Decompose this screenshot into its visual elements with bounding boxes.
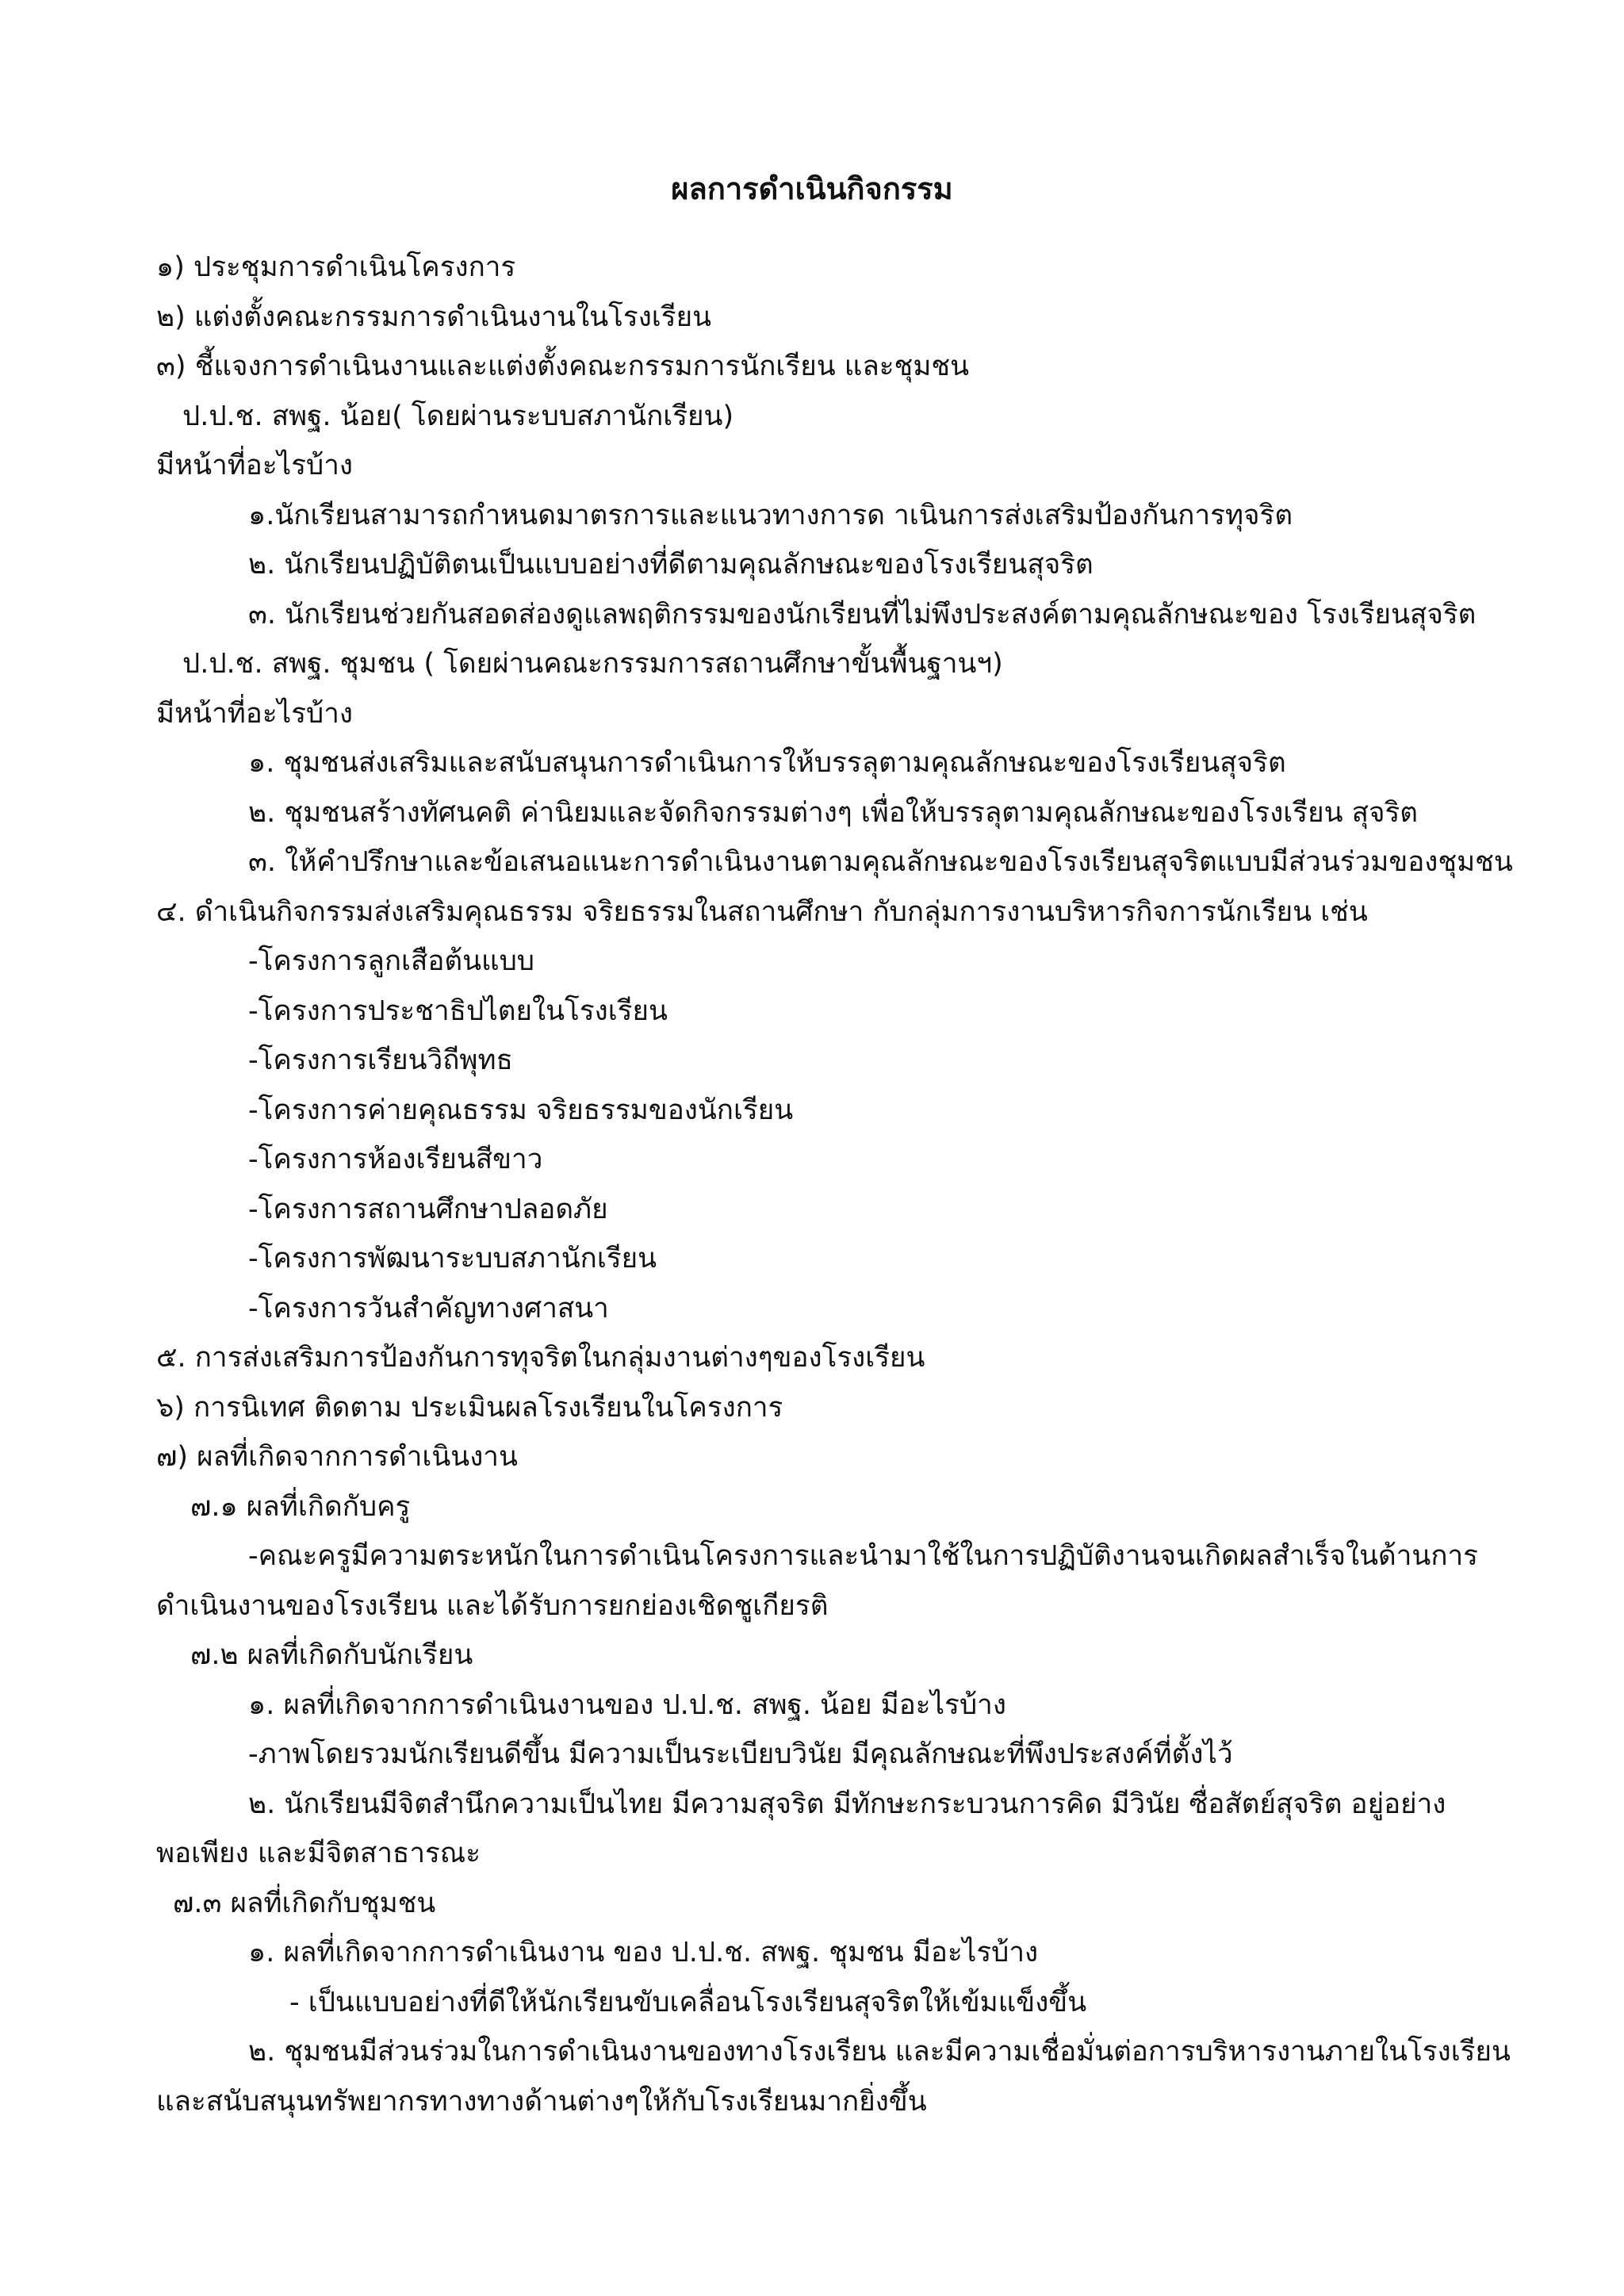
text-line: [0, 1086, 1624, 1136]
line-text: ๔. ดำเนินกิจกรรมส่งเสริมคุณธรรม จริยธรรมในสถานศึกษา กับกลุ่มการงานบริหารกิจการนักเรียน เช่น: [156, 895, 1368, 928]
line-text: ๗.๒ ผลที่เกิดกับนักเรียน: [190, 1639, 473, 1671]
line-text: -โครงการค่ายคุณธรรม จริยธรรมของนักเรียน: [248, 1094, 794, 1126]
text-line: [0, 689, 1624, 739]
line-text: ๒. นักเรียนปฏิบัติตนเป็นแบบอย่างที่ดีตามคุณลักษณะของโรงเรียนสุจริต: [248, 549, 1094, 581]
line-text: ๑. ชุมชนส่งเสริมและสนับสนุนการดำเนินการให้บรรลุตามคุณลักษณะของโรงเรียนสุจริต: [248, 747, 1286, 779]
text-line: [0, 441, 1624, 491]
line-text: -ภาพโดยรวมนักเรียนดีขึ้น มีความเป็นระเบียบวินัย มีคุณลักษณะที่พึงประสงค์ที่ตั้งไว้: [248, 1738, 1233, 1770]
text-line: [0, 1829, 1624, 1879]
line-text: ๓. ให้คำปรึกษาและข้อเสนอแนะการดำเนินงานตามคุณลักษณะของโรงเรียนสุจริตแบบมีส่วนร่วมของชุมชน: [248, 846, 1513, 878]
line-text: ๒) แต่งตั้งคณะกรรมการดำเนินงานในโรงเรียน: [156, 301, 711, 333]
text-line: [0, 392, 1624, 442]
text-line: [0, 1978, 1624, 2028]
line-text: ๒. ชุมชนมีส่วนร่วมในการดำเนินงานของทางโรงเรียน และมีความเชื่อมั่นต่อการบริหารงานภายในโรงเรียน: [248, 2036, 1511, 2068]
line-text: -โครงการเรียนวิถีพุทธ: [248, 1045, 513, 1076]
text-line: [0, 1432, 1624, 1482]
line-text: ป.ป.ช. สพฐ. ชุมชน ( โดยผ่านคณะกรรมการสถานศึกษาขั้นพื้นฐานฯ): [182, 648, 1003, 680]
line-text: ดำเนินงานของโรงเรียน และได้รับการยกย่องเชิดชูเกียรติ: [156, 1589, 829, 1622]
text-line: [0, 1928, 1624, 1978]
document-body: [0, 243, 1624, 2126]
line-text: มีหน้าที่อะไรบ้าง: [156, 450, 353, 481]
text-line: [0, 243, 1624, 293]
text-line: [0, 1333, 1624, 1383]
line-text: ๒. ชุมชนสร้างทัศนคติ ค่านิยมและจัดกิจกรรมต่างๆ เพื่อให้บรรลุตามคุณลักษณะของโรงเรียน สุจริต: [248, 796, 1419, 829]
text-line: [0, 1135, 1624, 1185]
page-title: ผลการดำเนินกิจกรรม: [671, 171, 953, 206]
text-line: [0, 738, 1624, 788]
text-line: [0, 788, 1624, 838]
line-text: ๓. นักเรียนช่วยกันสอดส่องดูแลพฤติกรรมของนักเรียนที่ไม่พึงประสงค์ตามคุณลักษณะของ โรงเรียนสุจริต: [248, 598, 1477, 631]
text-line: [0, 937, 1624, 987]
line-text: -โครงการห้องเรียนสีขาว: [248, 1144, 543, 1175]
text-line: [0, 590, 1624, 640]
line-text: ๑. ผลที่เกิดจากการดำเนินงาน ของ ป.ป.ช. สพฐ. ชุมชน มีอะไรบ้าง: [248, 1937, 1039, 1968]
line-text: ๒. นักเรียนมีจิตสำนึกความเป็นไทย มีความสุจริต มีทักษะกระบวนการคิด มีวินัย ซื่อสัตย์สุจริต อยู่อย่าง: [248, 1788, 1446, 1820]
line-text: -โครงการวันสำคัญทางศาสนา: [248, 1292, 609, 1324]
line-text: ป.ป.ช. สพฐ. น้อย( โดยผ่านระบบสภานักเรียน): [182, 400, 734, 432]
text-line: [0, 1879, 1624, 1929]
line-text: ๑.นักเรียนสามารถกำหนดมาตรการและแนวทางการด าเนินการส่งเสริมป้องกันการทุจริต: [248, 499, 1293, 531]
text-line: [0, 1383, 1624, 1433]
line-text: มีหน้าที่อะไรบ้าง: [156, 697, 353, 730]
text-line: [0, 1482, 1624, 1532]
text-line: [0, 1036, 1624, 1086]
text-line: [0, 838, 1624, 887]
line-text: ๕. การส่งเสริมการป้องกันการทุจริตในกลุ่มงานต่างๆของโรงเรียน: [156, 1342, 925, 1374]
text-line: [0, 293, 1624, 343]
text-line: [0, 1730, 1624, 1780]
line-text: ๗.๑ ผลที่เกิดกับครู: [190, 1490, 411, 1523]
text-line: [0, 887, 1624, 937]
text-line: [0, 342, 1624, 392]
line-text: และสนับสนุนทรัพยากรทางทางด้านต่างๆให้กับโรงเรียนมากยิ่งขึ้น: [156, 2085, 927, 2118]
text-line: [0, 2077, 1624, 2127]
line-text: ๓) ชี้แจงการดำเนินงานและแต่งตั้งคณะกรรมการนักเรียน และชุมชน: [156, 351, 970, 382]
line-text: ๑) ประชุมการดำเนินโครงการ: [156, 251, 516, 283]
text-line: [0, 1284, 1624, 1334]
text-line: [0, 1234, 1624, 1284]
text-line: [0, 1185, 1624, 1235]
text-line: [0, 2027, 1624, 2077]
line-text: -โครงการสถานศึกษาปลอดภัย: [248, 1193, 608, 1225]
line-text: ๗.๓ ผลที่เกิดกับชุมชน: [173, 1887, 436, 1919]
line-text: ๑. ผลที่เกิดจากการดำเนินงานของ ป.ป.ช. สพฐ. น้อย มีอะไรบ้าง: [248, 1688, 1006, 1721]
line-text: ๖) การนิเทศ ติดตาม ประเมินผลโรงเรียนในโครงการ: [156, 1391, 783, 1424]
text-line: [0, 1531, 1624, 1581]
line-text: พอเพียง และมีจิตสาธารณะ: [156, 1838, 481, 1869]
line-text: -คณะครูมีความตระหนักในการดำเนินโครงการและนำมาใช้ในการปฏิบัติงานจนเกิดผลสำเร็จในด้านการ: [248, 1540, 1478, 1572]
text-line: [0, 1681, 1624, 1731]
line-text: -โครงการประชาธิปไตยในโรงเรียน: [248, 995, 668, 1027]
text-line: [0, 1631, 1624, 1681]
text-line: [0, 987, 1624, 1037]
line-text: -โครงการลูกเสือต้นแบบ: [248, 945, 535, 977]
line-text: - เป็นแบบอย่างที่ดีให้นักเรียนขับเคลื่อนโรงเรียนสุจริตให้เข้มแข็งขึ้น: [289, 1986, 1087, 2018]
text-line: [0, 1581, 1624, 1631]
text-line: [0, 540, 1624, 590]
text-line: [0, 639, 1624, 689]
text-line: [0, 491, 1624, 541]
line-text: ๗) ผลที่เกิดจากการดำเนินงาน: [156, 1441, 518, 1473]
text-line: [0, 1780, 1624, 1830]
line-text: -โครงการพัฒนาระบบสภานักเรียน: [248, 1243, 657, 1274]
